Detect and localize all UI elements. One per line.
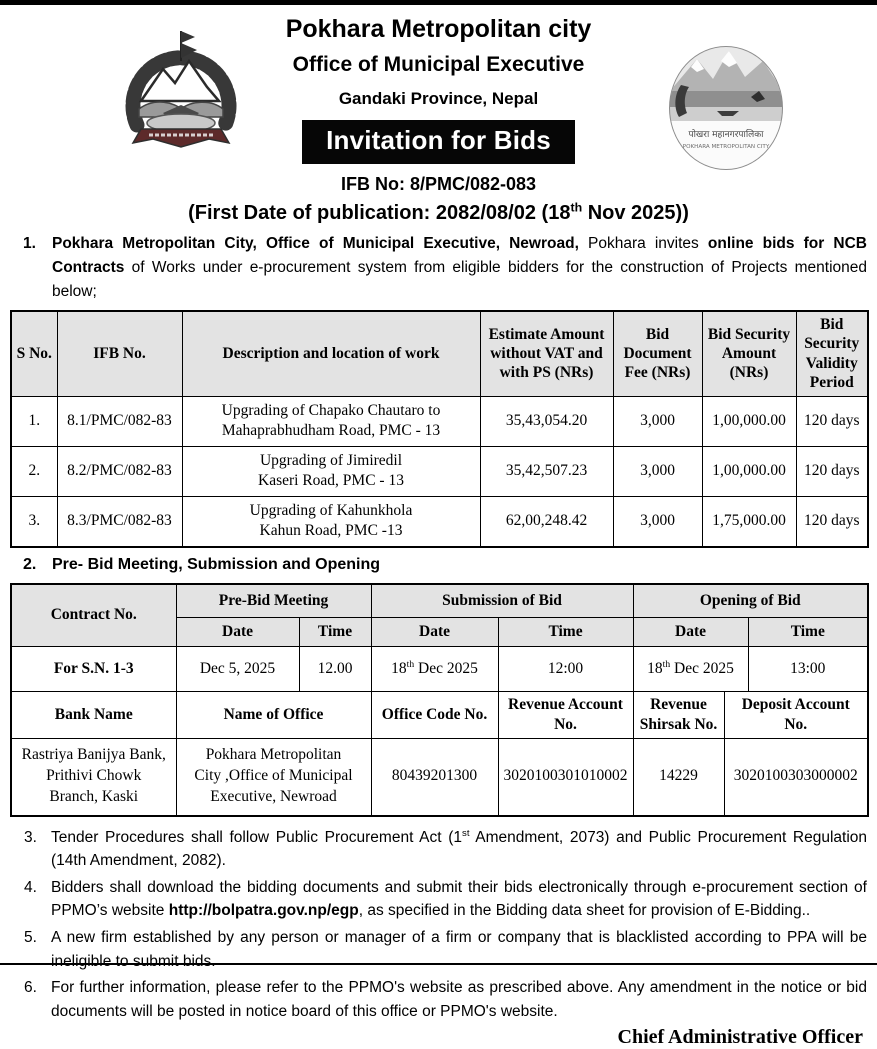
bank-data-row [11, 738, 868, 816]
nepal-emblem-logo [115, 17, 247, 159]
section-2-title: Pre- Bid Meeting, Submission and Opening [52, 555, 381, 573]
submission-date-label: Date [371, 617, 498, 646]
cell-validity: 120 days [796, 396, 868, 446]
cell-estimate: 62,00,248.42 [480, 496, 613, 547]
cell-fee: 3,000 [613, 396, 702, 446]
note-4-part-b: , as specified in the Bidding data sheet for provision of E-Bidding.. [358, 902, 811, 920]
cell-description [182, 496, 480, 547]
intro-text [52, 232, 867, 304]
bank-name-line-1: Rastriya Banijya Bank, [21, 746, 166, 764]
publication-suffix: Nov 2025)) [582, 201, 689, 224]
cell-security: 1,75,000.00 [702, 496, 796, 547]
office-name-header: Name of Office [176, 691, 371, 738]
office-code-value: 80439201300 [371, 738, 498, 816]
projects-table [10, 310, 869, 548]
desc-line-1: Upgrading of Chapako Chautaro to [221, 402, 441, 420]
intro-number: 1. [23, 234, 36, 252]
notes-list [10, 826, 867, 1023]
cell-description [182, 396, 480, 446]
note-3 [10, 826, 867, 873]
submission-time-label: Time [498, 617, 633, 646]
col-header-sn: S No. [11, 311, 57, 397]
note-5 [10, 926, 867, 973]
cell-ifb: 8.2/PMC/082-83 [57, 446, 182, 496]
schedule-group-header-row [11, 584, 868, 618]
cell-description [182, 446, 480, 496]
intro-normal-1: Pokhara invites [578, 234, 708, 252]
col-header-fee: Bid Document Fee (NRs) [613, 311, 702, 397]
section-2-number: 2. [23, 555, 37, 573]
bank-header-row [11, 691, 868, 738]
note-4-part-a: Bidders shall download the bidding documents and submit their bids electronically through e-procurement section of PPMO’s website [51, 878, 867, 920]
note-3-part-b: Amendment, 2073) and Public Procurement Regulation (14th Amendment, 2082). [51, 828, 868, 870]
project-row-3 [11, 496, 868, 547]
ifb-number: IFB No: 8/PMC/082-083 [340, 173, 537, 194]
submission-time-value: 12:00 [498, 646, 633, 692]
cell-estimate: 35,42,507.23 [480, 446, 613, 496]
projects-header-row [11, 311, 868, 397]
submission-date-sup: th [406, 658, 415, 670]
office-name-line-3: Executive, Newroad [210, 788, 337, 806]
revenue-account-header: Revenue Account No. [498, 691, 633, 738]
note-3-part-a: Tender Procedures shall follow Public Procurement Act (1 [51, 828, 463, 846]
bank-table [10, 691, 869, 817]
submission-of-bid-header: Submission of Bid [371, 584, 633, 618]
cell-ifb: 8.1/PMC/082-83 [57, 396, 182, 446]
deposit-account-value: 3020100303000002 [724, 738, 868, 816]
revenue-shirsak-header: Revenue Shirsak No. [633, 691, 724, 738]
col-header-ifb: IFB No. [57, 311, 182, 397]
note-4-text [51, 876, 867, 923]
cell-fee: 3,000 [613, 496, 702, 547]
document-header [10, 5, 867, 225]
opening-date-prefix: 18 [647, 659, 663, 677]
procurement-website-url: http://bolpatra.gov.np/egp [168, 902, 359, 920]
publication-superscript: th [570, 200, 583, 215]
intro-normal-2: of Works under e-procurement system from eligible bidders for the construction of Projects mentioned below; [52, 258, 867, 300]
cell-sn: 2. [11, 446, 57, 496]
col-header-security: Bid Security Amount (NRs) [702, 311, 796, 397]
cell-sn: 1. [11, 396, 57, 446]
cell-validity: 120 days [796, 446, 868, 496]
desc-line-1: Upgrading of Kahunkhola [249, 502, 413, 520]
col-header-estimate: Estimate Amount without VAT and with PS (NRs) [480, 311, 613, 397]
submission-date-suffix: Dec 2025 [414, 659, 478, 677]
office-subtitle: Office of Municipal Executive [292, 52, 585, 76]
opening-date-value [633, 646, 748, 692]
cell-security: 1,00,000.00 [702, 446, 796, 496]
intro-paragraph [10, 232, 867, 304]
note-6-number: 6. [24, 979, 37, 997]
office-name-line-2: City ,Office of Municipal [194, 767, 353, 785]
section-2-heading [10, 556, 867, 574]
opening-time-label: Time [748, 617, 868, 646]
submission-date-value [371, 646, 498, 692]
cell-ifb: 8.3/PMC/082-83 [57, 496, 182, 547]
desc-line-2: Kahun Road, PMC -13 [259, 522, 403, 540]
col-header-description: Description and location of work [182, 311, 480, 397]
bank-name-line-2: Prithivi Chowk [46, 767, 142, 785]
desc-line-2: Mahaprabhudham Road, PMC - 13 [221, 422, 441, 440]
note-6 [10, 976, 867, 1023]
note-3-text [51, 826, 867, 873]
note-4 [10, 876, 867, 923]
logo-nepali-text: पोखरा महानगरपालिका [688, 130, 764, 140]
office-code-header: Office Code No. [371, 691, 498, 738]
prebid-time-value: 12.00 [299, 646, 371, 692]
cell-estimate: 35,43,054.20 [480, 396, 613, 446]
intro-bold-1: Pokhara Metropolitan City, Office of Municipal Executive, Newroad, [52, 234, 579, 252]
signatory-title: Chief Administrative Officer [617, 1026, 863, 1049]
cell-security: 1,00,000.00 [702, 396, 796, 446]
note-5-text: A new firm established by any person or manager of a firm or company that is blacklisted according to PPA will be ineligible to submit bids. [51, 928, 867, 970]
office-name-value [176, 738, 371, 816]
note-6-text: For further information, please refer to the PPMO's website as prescribed above. Any amendment in the notice or bid documents will be posted in notice board of this office or PPMO's website. [51, 979, 867, 1020]
revenue-account-value: 3020100301010002 [498, 738, 633, 816]
intro-bold-2: online bids for NCB Contracts [52, 234, 867, 276]
schedule-data-row [11, 646, 868, 692]
bank-name-header: Bank Name [11, 691, 176, 738]
cell-sn: 3. [11, 496, 57, 547]
note-3-superscript: st [462, 827, 470, 839]
revenue-shirsak-value: 14229 [633, 738, 724, 816]
contract-no-header: Contract No. [11, 584, 176, 647]
opening-date-suffix: Dec 2025 [670, 659, 734, 677]
bank-name-line-3: Branch, Kaski [49, 788, 139, 806]
prebid-meeting-header: Pre-Bid Meeting [176, 584, 371, 618]
note-3-number: 3. [24, 828, 37, 846]
opening-date-sup: th [662, 658, 671, 670]
note-4-number: 4. [24, 878, 37, 896]
bank-name-value [11, 738, 176, 816]
desc-line-1: Upgrading of Jimiredil [259, 452, 403, 470]
cell-fee: 3,000 [613, 446, 702, 496]
opening-of-bid-header: Opening of Bid [633, 584, 868, 618]
col-header-validity: Bid Security Validity Period [796, 311, 868, 397]
cell-validity: 120 days [796, 496, 868, 547]
opening-time-value: 13:00 [748, 646, 868, 692]
deposit-account-header: Deposit Account No. [724, 691, 868, 738]
submission-date-prefix: 18 [391, 659, 407, 677]
prebid-date-label: Date [176, 617, 299, 646]
prebid-date-value: Dec 5, 2025 [176, 646, 299, 692]
schedule-table [10, 583, 869, 693]
opening-date-label: Date [633, 617, 748, 646]
note-5-number: 5. [24, 928, 37, 946]
desc-line-2: Kaseri Road, PMC - 13 [258, 472, 404, 490]
prebid-time-label: Time [299, 617, 371, 646]
pokhara-metropolitan-city-logo [667, 45, 785, 173]
province-line: Gandaki Province, Nepal [338, 88, 539, 108]
project-row-2 [11, 446, 868, 496]
org-title: Pokhara Metropolitan city [285, 15, 592, 43]
logo-english-text: POKHARA METROPOLITAN CITY [682, 144, 770, 150]
project-row-1 [11, 396, 868, 446]
invitation-banner: Invitation for Bids [302, 120, 575, 164]
publication-prefix: (First Date of publication: 2082/08/02 (18 [188, 201, 571, 224]
office-name-line-1: Pokhara Metropolitan [205, 746, 342, 764]
contract-no-value: For S.N. 1-3 [11, 646, 176, 692]
publication-date-line [10, 202, 867, 225]
